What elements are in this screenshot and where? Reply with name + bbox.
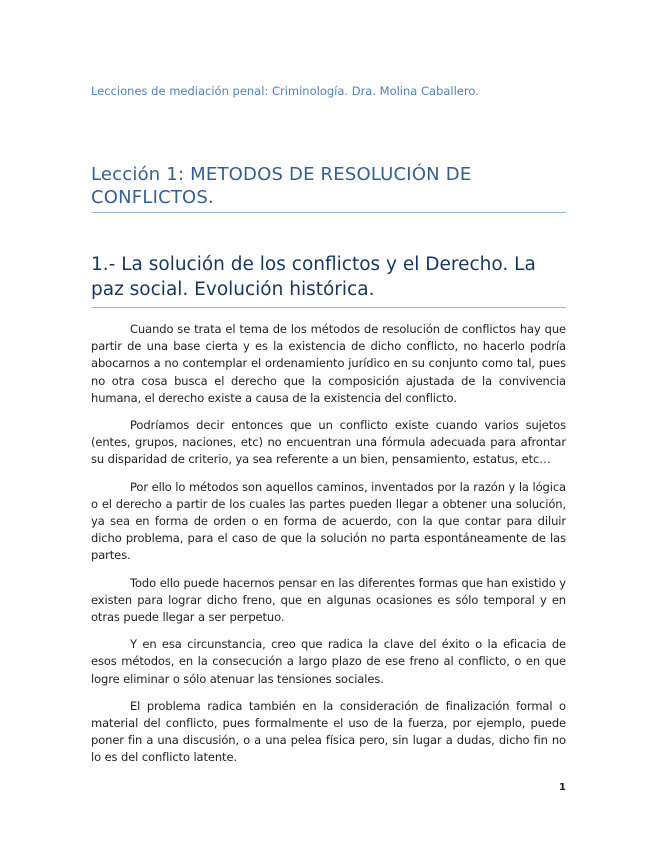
paragraph: Podríamos decir entonces que un conflicto existe cuando varios sujetos (entes, grupos, naciones, etc) no encuentran una fórmula adecuada para afrontar su disparidad de criterio, ya sea referente a un bien, pensamiento, estatus, etc…	[91, 418, 566, 467]
section-heading: 1.- La solución de los conflictos y el Derecho. La paz social. Evolución histórica.	[91, 252, 566, 308]
running-header: Lecciones de mediación penal: Criminología. Dra. Molina Caballero.	[91, 84, 479, 98]
page-number: 1	[559, 782, 566, 793]
paragraph: Todo ello puede hacernos pensar en las diferentes formas que han existido y existen para lograr dicho freno, que en algunas ocasiones es sólo temporal y en otras puede llegar a ser perpetuo.	[91, 575, 566, 625]
paragraph: Y en esa circunstancia, creo que radica la clave del éxito o la eficacia de esos métodos, en la consecución a largo plazo de ese freno al conflicto, o en que logre eliminar o sólo atenuar las tensiones sociales.	[91, 637, 566, 686]
lesson-title: Lección 1: METODOS DE RESOLUCIÓN DE CONFLICTOS.	[91, 163, 566, 213]
paragraph: Cuando se trata el tema de los métodos de resolución de conflictos hay que partir de una base cierta y es la existencia de dicho conflicto, no hacerlo podría abocarnos a no contemplar el ordenamiento jurídico en su conjunto como tal, pues no otra cosa busca el derecho que la composición ajustada de la convivencia humana, el derecho existe a causa de la existencia del conflicto.	[91, 322, 566, 405]
paragraph: El problema radica también en la consideración de finalización formal o material del conflicto, pues formalmente el uso de la fuerza, por ejemplo, puede poner fin a una discusión, o a una pelea física pero, sin lugar a dudas, dicho fin no lo es del conflicto latente.	[91, 698, 566, 765]
body-text	[91, 321, 566, 777]
paragraph: Por ello lo métodos son aquellos caminos, inventados por la razón y la lógica o el derecho a partir de los cuales las partes pueden llegar a obtener una solución, ya sea en forma de orden o en forma de acuerdo, con la que contar para diluir dicho problema, para el caso de que la solución no parta espontáneamente de las partes.	[91, 479, 566, 563]
